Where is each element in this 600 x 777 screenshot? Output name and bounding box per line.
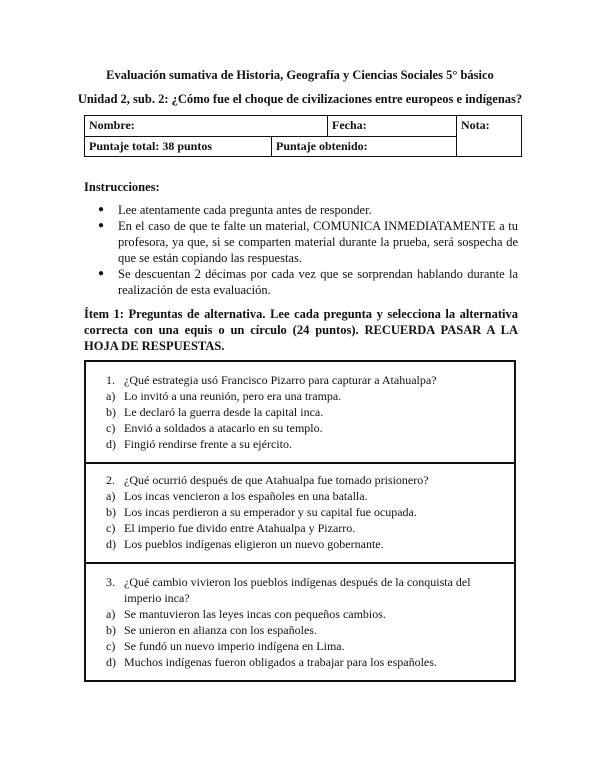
option-1a[interactable]: a) Lo invitó a una reunión, pero era una trampa.: [106, 389, 342, 403]
option-3b[interactable]: b) Se unieron en alianza con los españoles.: [106, 623, 317, 637]
nombre-field[interactable]: Nombre:: [85, 116, 328, 137]
puntaje-obtenido-field[interactable]: Puntaje obtenido:: [272, 136, 457, 157]
bullet-icon: ●: [98, 220, 105, 231]
option-2b[interactable]: b) Los incas perdieron a su emperador y su capital fue ocupada.: [106, 505, 417, 519]
instruction-item: ● Lee atentamente cada pregunta antes de responder.: [98, 203, 372, 217]
question-1: 1. ¿Qué estrategia usó Francisco Pizarro para capturar a Atahualpa?: [106, 373, 437, 387]
document-subtitle: Unidad 2, sub. 2: ¿Cómo fue el choque de civilizaciones entre europeos e indígenas?: [77, 92, 523, 106]
bullet-icon: ●: [98, 204, 105, 215]
fecha-field[interactable]: Fecha:: [328, 116, 457, 137]
nota-field[interactable]: Nota:: [457, 116, 522, 157]
question-2: 2. ¿Qué ocurrió después de que Atahualpa fue tomado prisionero?: [106, 473, 429, 487]
question-box-2: [84, 462, 516, 564]
instruction-item: ● En el caso de que te falte un material, COMUNICA INMEDIATAMENTE a tu profesora, ya que, si se comparten material durante la prueba, será sospecha de que se están copiando las respuestas.: [98, 219, 518, 265]
option-2a[interactable]: a) Los incas vencieron a los españoles en una batalla.: [106, 489, 368, 503]
option-1d[interactable]: d) Fingió rendirse frente a su ejército.: [106, 437, 292, 451]
question-box-3: [84, 562, 516, 682]
option-2c[interactable]: c) El imperio fue divido entre Atahualpa y Pizarro.: [106, 521, 356, 535]
document-title: Evaluación sumativa de Historia, Geografía y Ciencias Sociales 5° básico: [106, 68, 494, 82]
option-2d[interactable]: d) Los pueblos indígenas eligieron un nuevo gobernante.: [106, 537, 384, 551]
option-1c[interactable]: c) Envió a soldados a atacarlo en su templo.: [106, 421, 323, 435]
item1-instructions: Ítem 1: Preguntas de alternativa. Lee cada pregunta y selecciona la alternativa correcta con una equis o un círculo (24 puntos). RECUERDA PASAR A LA HOJA DE RESPUESTAS.: [84, 307, 518, 353]
student-info-table: [84, 115, 522, 157]
puntaje-total-label: Puntaje total: 38 puntos: [85, 136, 272, 157]
question-3: 3. ¿Qué cambio vivieron los pueblos indígenas después de la conquista del imperio inca?: [106, 575, 471, 605]
bullet-icon: ●: [98, 268, 105, 279]
option-3d[interactable]: d) Muchos indígenas fueron obligados a trabajar para los españoles.: [106, 655, 437, 669]
option-1b[interactable]: b) Le declaró la guerra desde la capital inca.: [106, 405, 324, 419]
instructions-heading: Instrucciones:: [84, 180, 160, 194]
instructions-list: [84, 202, 518, 298]
option-3a[interactable]: a) Se mantuvieron las leyes incas con pequeños cambios.: [106, 607, 386, 621]
instruction-item: ● Se descuentan 2 décimas por cada vez que se sorprendan hablando durante la realización de esta evaluación.: [98, 267, 518, 297]
option-3c[interactable]: c) Se fundó un nuevo imperio indígena en Lima.: [106, 639, 345, 653]
question-box-1: [84, 360, 516, 464]
